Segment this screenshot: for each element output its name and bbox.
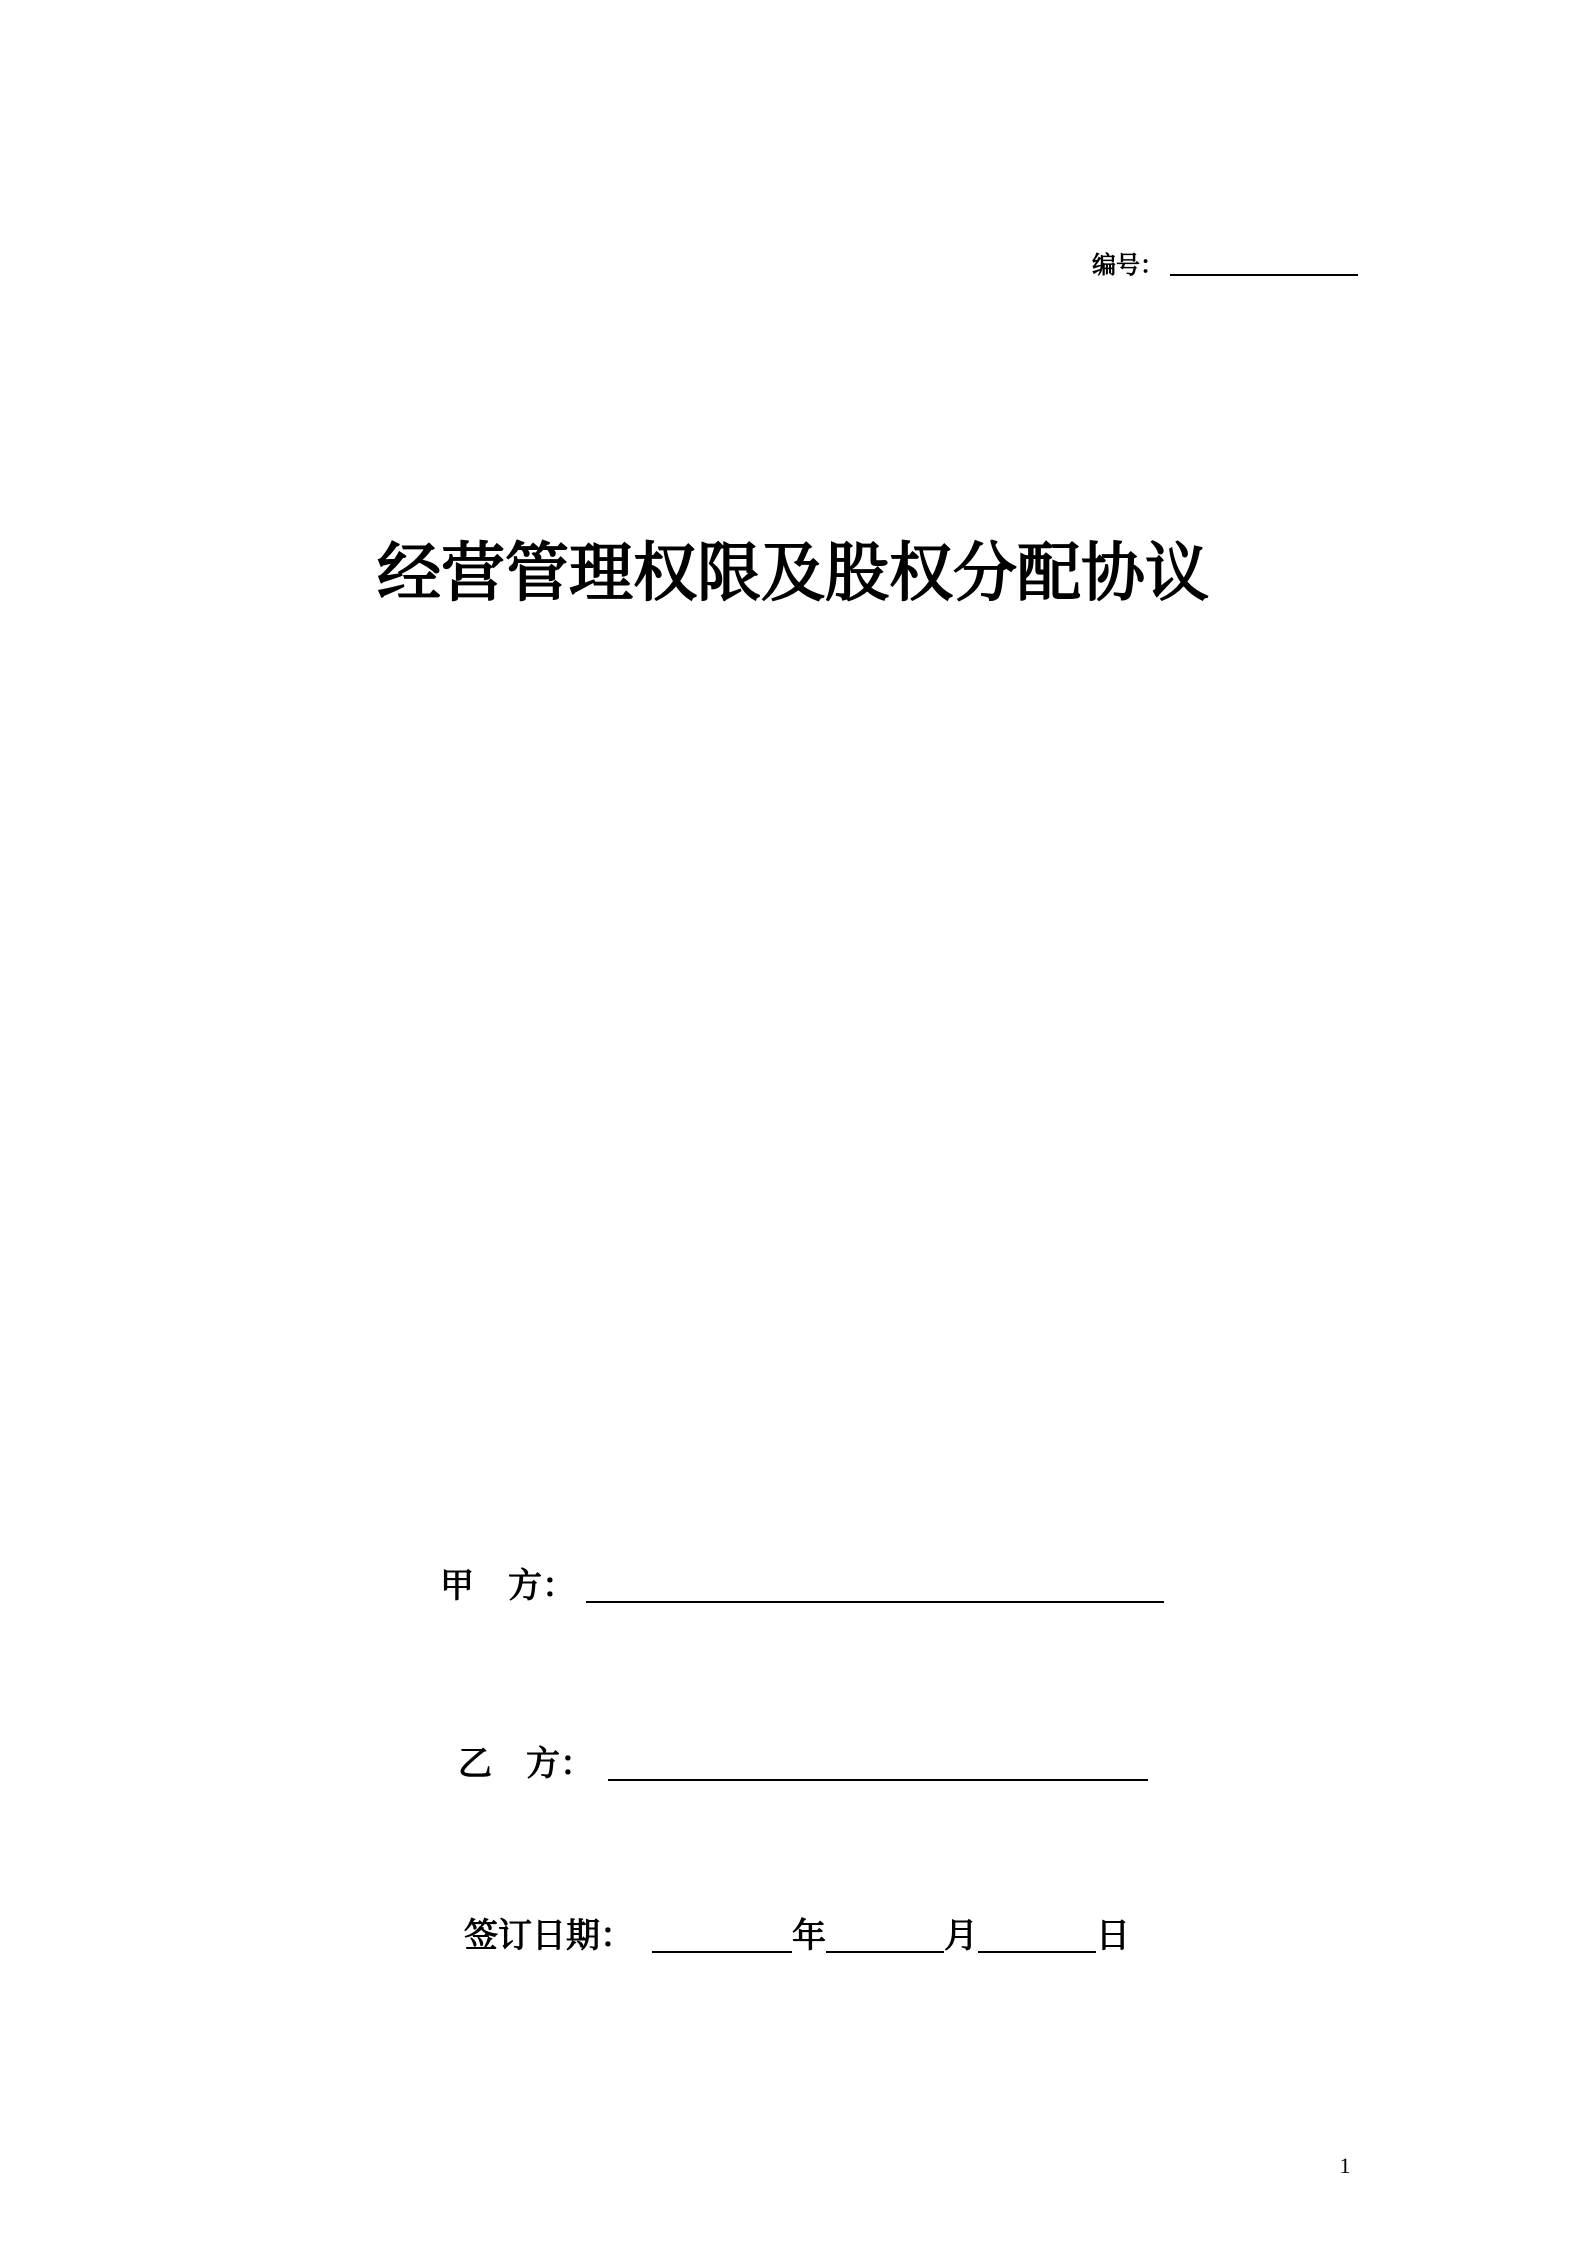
signing-month-blank — [826, 1951, 944, 1953]
document-title: 经营管理权限及股权分配协议 — [377, 537, 1209, 611]
party-b-label-char1: 乙 — [458, 1744, 492, 1784]
party-b-label — [458, 1742, 594, 1786]
page-number: 1 — [1339, 2153, 1351, 2178]
party-b-label-char2: 方： — [526, 1744, 594, 1784]
party-b-blank — [608, 1779, 1148, 1781]
signing-date-row — [464, 1914, 1130, 1958]
signing-date-label: 签订日期： — [464, 1916, 634, 1956]
party-b-row — [458, 1742, 1148, 1786]
signing-year-blank — [652, 1951, 792, 1953]
signing-year-label: 年 — [792, 1916, 826, 1956]
signing-day-label: 日 — [1096, 1916, 1130, 1956]
party-a-row — [440, 1564, 1164, 1608]
document-number-blank — [1170, 274, 1358, 276]
party-a-label-char2: 方： — [508, 1566, 576, 1606]
party-a-label-char1: 甲 — [440, 1566, 474, 1606]
party-b-label-gap — [492, 1742, 526, 1786]
signing-day-blank — [978, 1951, 1096, 1953]
party-a-label-gap — [474, 1564, 508, 1608]
signing-month-label: 月 — [944, 1916, 978, 1956]
party-a-blank — [586, 1601, 1164, 1603]
party-a-label — [440, 1564, 576, 1608]
document-number — [1092, 244, 1358, 280]
document-number-label: 编号： — [1092, 251, 1164, 279]
